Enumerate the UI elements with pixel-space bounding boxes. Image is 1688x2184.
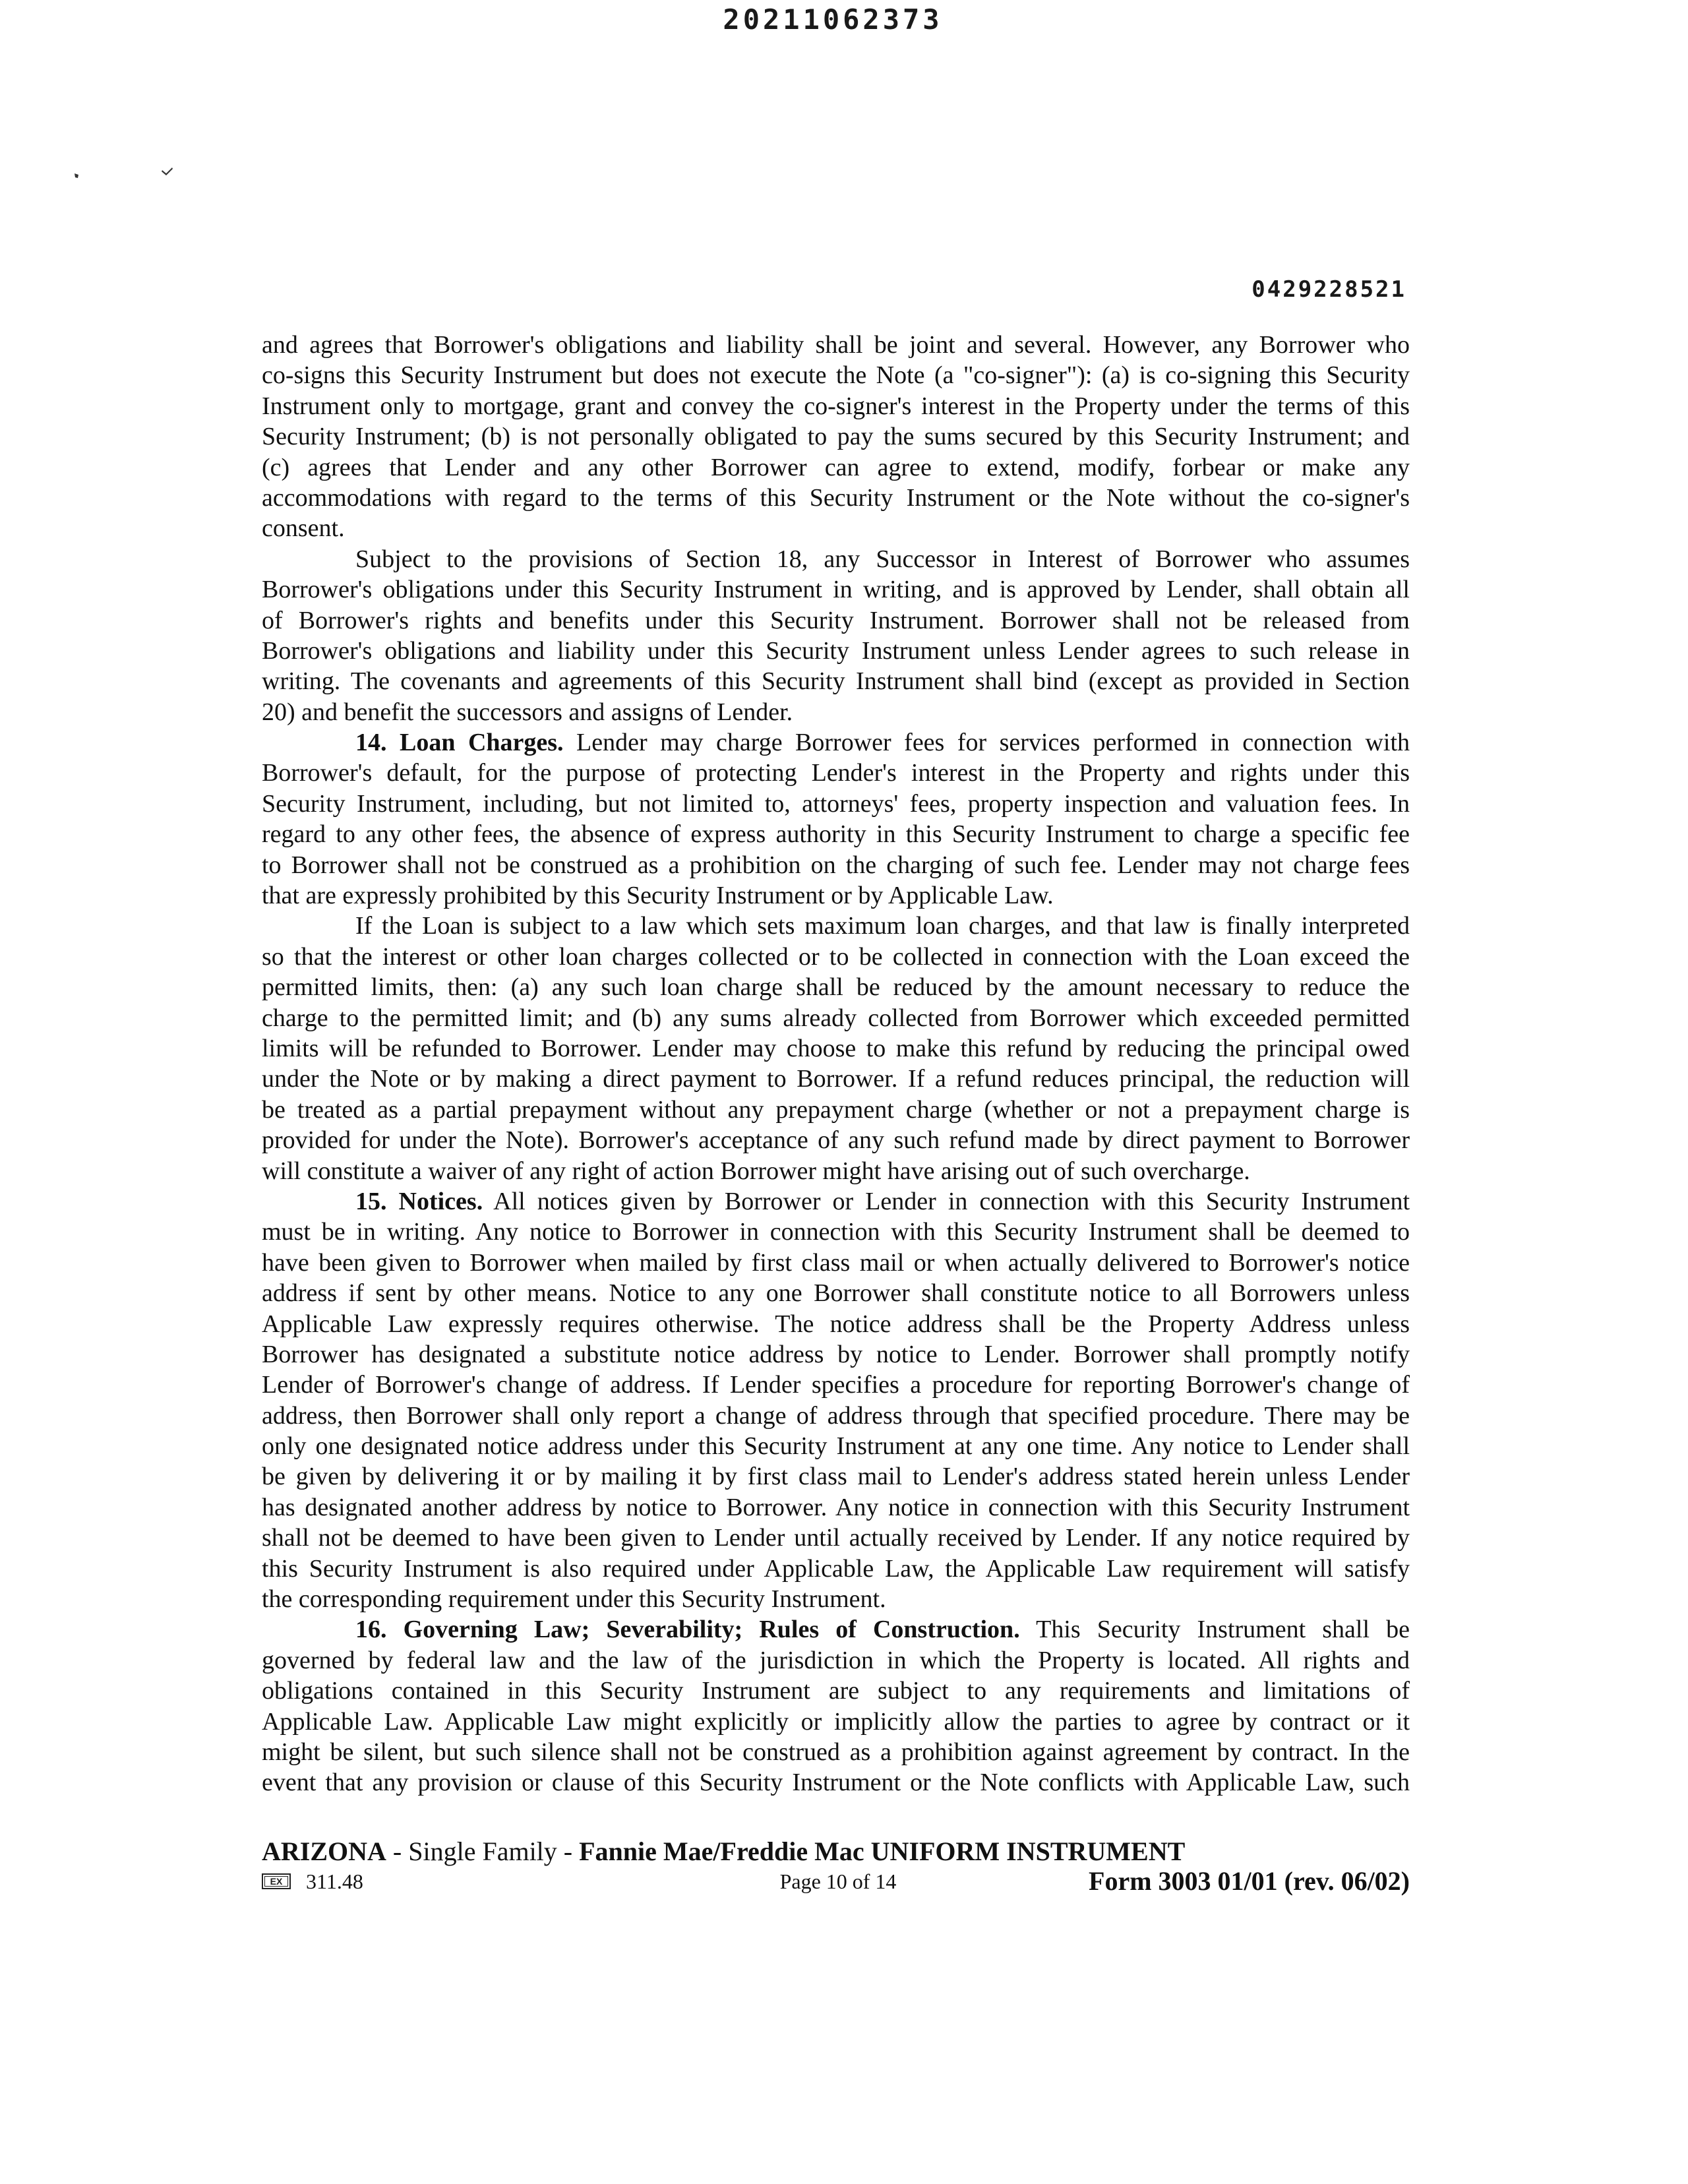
- text-line: consent.: [262, 514, 345, 543]
- paragraph-co-signer: [262, 330, 1410, 544]
- text-line: Borrower's default, for the purpose of protecting Lender's interest in the Property and rights under this: [262, 759, 1410, 787]
- text-line: only one designated notice address under this Security Instrument at any one time. Any notice to Lender shall: [262, 1432, 1410, 1461]
- text-line: Borrower's obligations under this Security Instrument in writing, and is approved by Lender, shall obtain all: [262, 576, 1410, 604]
- document-body: [262, 330, 1410, 1798]
- text-line: 20) and benefit the successors and assigns of Lender.: [262, 698, 793, 726]
- text-line: will constitute a waiver of any right of action Borrower might have arising out of such overcharge.: [262, 1157, 1250, 1185]
- footer-instrument-title: Fannie Mae/Freddie Mac UNIFORM INSTRUMENT: [579, 1836, 1186, 1866]
- text-line: regard to any other fees, the absence of express authority in this Security Instrument to charge a specific fee: [262, 820, 1410, 849]
- text-line: provided for under the Note). Borrower's acceptance of any such refund made by direct payment to Borrower: [262, 1126, 1410, 1155]
- text-run: All notices given by Borrower or Lender in connection with this Security Instrument: [493, 1187, 1410, 1215]
- text-line: Borrower's obligations and liability under this Security Instrument unless Lender agrees to such release in: [262, 636, 1410, 665]
- paragraph-notices: [262, 1186, 1410, 1614]
- footer-state: ARIZONA: [262, 1836, 386, 1866]
- text-line: this Security Instrument is also required under Applicable Law, the Applicable Law requirement will satisfy: [262, 1554, 1410, 1583]
- text-line: writing. The covenants and agreements of this Security Instrument shall bind (except as provided in Section: [262, 667, 1410, 696]
- section-heading: 15. Notices.: [355, 1187, 483, 1215]
- text-run: This Security Instrument shall be: [1036, 1616, 1410, 1644]
- section-heading: 14. Loan Charges.: [355, 729, 564, 757]
- text-line: accommodations with regard to the terms of this Security Instrument or the Note without the co-signer's: [262, 483, 1410, 512]
- text-line: address, then Borrower shall only report a change of address through that specified procedure. There may be: [262, 1401, 1410, 1430]
- text-line: charge to the permitted limit; and (b) any sums already collected from Borrower which exceeded permitted: [262, 1004, 1410, 1032]
- text-line: [262, 727, 1410, 758]
- text-line: [262, 1614, 1410, 1645]
- text-line: so that the interest or other loan charges collected or to be collected in connection with the Loan exceed the: [262, 942, 1410, 971]
- text-line: might be silent, but such silence shall not be construed as a prohibition against agreement by contract. In the: [262, 1738, 1410, 1766]
- text-line: the corresponding requirement under this Security Instrument.: [262, 1585, 886, 1614]
- text-line: Security Instrument; (b) is not personally obligated to pay the sums secured by this Security Instrument; and: [262, 423, 1410, 451]
- text-line: that are expressly prohibited by this Security Instrument or by Applicable Law.: [262, 882, 1054, 910]
- text-line: If the Loan is subject to a law which sets maximum loan charges, and that law is finally interpreted: [355, 912, 1410, 940]
- text-line: must be in writing. Any notice to Borrower in connection with this Security Instrument shall be deemed to: [262, 1218, 1410, 1246]
- text-line: (c) agrees that Lender and any other Borrower can agree to extend, modify, forbear or make any: [262, 453, 1410, 481]
- paragraph-successor-in-interest: [262, 544, 1410, 727]
- text-run: Lender may charge Borrower fees for services performed in connection with: [576, 729, 1410, 757]
- text-line: event that any provision or clause of this Security Instrument or the Note conflicts with Applicable Law, such: [262, 1769, 1410, 1797]
- text-line: Subject to the provisions of Section 18, any Successor in Interest of Borrower who assumes: [355, 545, 1410, 573]
- loan-number: 0429228521: [1251, 276, 1406, 303]
- text-line: Applicable Law expressly requires otherwise. The notice address shall be the Property Address unless: [262, 1310, 1410, 1338]
- text-line: permitted limits, then: (a) any such loan charge shall be reduced by the amount necessary to reduce the: [262, 973, 1410, 1002]
- scan-speck: [161, 166, 174, 177]
- paragraph-governing-law: [262, 1614, 1410, 1798]
- page-number: Page 10 of 14: [779, 1869, 897, 1893]
- text-line: be treated as a partial prepayment without any prepayment charge (whether or not a prepayment charge is: [262, 1095, 1410, 1124]
- text-line: [262, 1186, 1410, 1217]
- text-line: Lender of Borrower's change of address. If Lender specifies a procedure for reporting Borrower's change of: [262, 1371, 1410, 1399]
- paragraph-maximum-loan-charges: [262, 911, 1410, 1186]
- text-line: be given by delivering it or by mailing it by first class mail to Lender's address stated herein unless Lender: [262, 1463, 1410, 1491]
- text-line: of Borrower's rights and benefits under this Security Instrument. Borrower shall not be released from: [262, 606, 1410, 634]
- text-line: Borrower has designated a substitute notice address by notice to Lender. Borrower shall promptly notify: [262, 1340, 1410, 1368]
- page-footer-title: [262, 1836, 1185, 1867]
- text-line: to Borrower shall not be construed as a prohibition on the charging of such fee. Lender may not charge fees: [262, 851, 1410, 879]
- text-line: limits will be refunded to Borrower. Lender may choose to make this refund by reducing the principal owed: [262, 1034, 1410, 1062]
- text-line: have been given to Borrower when mailed by first class mail or when actually delivered to Borrower's notice: [262, 1248, 1410, 1277]
- section-heading: 16. Governing Law; Severability; Rules of Construction.: [355, 1616, 1020, 1644]
- text-line: governed by federal law and the law of the jurisdiction in which the Property is located. All rights and: [262, 1646, 1410, 1674]
- form-logo-icon: EX: [262, 1873, 291, 1889]
- text-line: Security Instrument, including, but not limited to, attorneys' fees, property inspection and valuation fees. In: [262, 789, 1410, 818]
- text-line: and agrees that Borrower's obligations and liability shall be joint and several. However, any Borrower who: [262, 331, 1410, 359]
- paragraph-loan-charges: [262, 727, 1410, 911]
- recording-number: 20211062373: [723, 3, 943, 36]
- text-line: has designated another address by notice to Borrower. Any notice in connection with this Security Instrument: [262, 1493, 1410, 1521]
- scan-speck: [73, 171, 82, 181]
- text-line: Instrument only to mortgage, grant and convey the co-signer's interest in the Property under the terms of this: [262, 392, 1410, 420]
- page-footer-meta: [0, 1866, 1688, 1896]
- text-line: co-signs this Security Instrument but does not execute the Note (a "co-signer"): (a) is co-signing this Security: [262, 361, 1410, 390]
- text-line: shall not be deemed to have been given to Lender until actually received by Lender. If any notice required by: [262, 1524, 1410, 1552]
- footer-property-type: - Single Family -: [392, 1836, 573, 1866]
- text-line: obligations contained in this Security Instrument are subject to any requirements and limitations of: [262, 1677, 1410, 1705]
- form-code: 311.48: [306, 1869, 363, 1893]
- form-number: Form 3003 01/01 (rev. 06/02): [1089, 1866, 1410, 1896]
- text-line: address if sent by other means. Notice to any one Borrower shall constitute notice to all Borrowers unless: [262, 1279, 1410, 1308]
- text-line: under the Note or by making a direct payment to Borrower. If a refund reduces principal, the reduction will: [262, 1065, 1410, 1093]
- text-line: Applicable Law. Applicable Law might explicitly or implicitly allow the parties to agree by contract or it: [262, 1707, 1410, 1736]
